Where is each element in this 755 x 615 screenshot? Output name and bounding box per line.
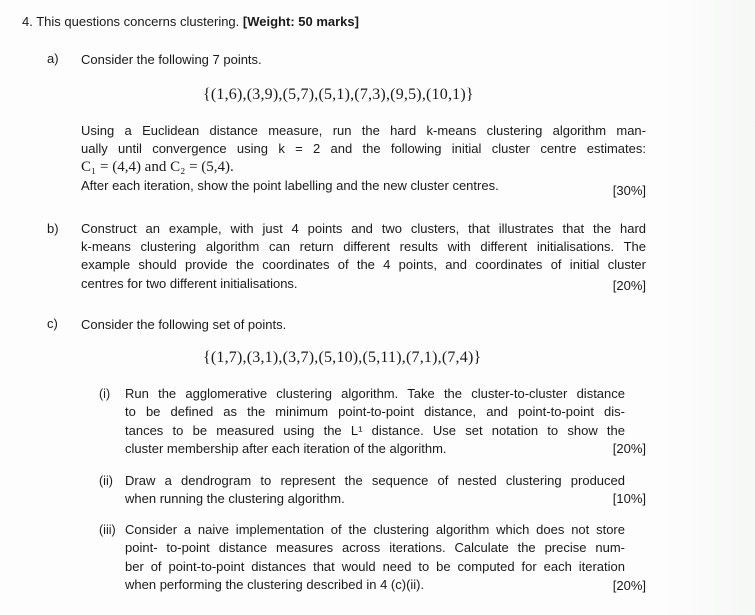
question-header: [22, 14, 359, 30]
part-b-marks: [20%]: [612, 278, 646, 293]
part-c-iii-line-1: Consider a naive implementation of the clustering algorithm which does not store: [125, 522, 625, 537]
part-a-line-2: ually until convergence using k = 2 and the following initial cluster centre estimates:: [81, 141, 646, 157]
part-a-intro: Consider the following 7 points.: [81, 52, 262, 67]
part-b-line-4: centres for two different initialisations.: [81, 275, 298, 291]
part-c-iii-label: (iii): [99, 523, 116, 537]
part-c-ii-label: (ii): [99, 474, 113, 488]
part-c-i-line-3: tances to be measured using the L¹ distance. Use set notation to show the: [125, 422, 625, 438]
part-c-i-body: [125, 385, 625, 459]
question-number: 4.: [22, 14, 33, 29]
part-a-marks: [30%]: [612, 183, 646, 198]
part-c-intro: Consider the following set of points.: [81, 317, 287, 332]
part-c-points-set: {(1,7),(3,1),(3,7),(5,10),(5,11),(7,1),(7,4)}: [203, 349, 482, 366]
part-b-body: [81, 220, 646, 293]
part-a-line-3: C₁ = (4,4) and C₂ = (5,4).: [81, 159, 234, 176]
part-c-i-line-1: Run the agglomerative clustering algorithm. Take the cluster-to-cluster distance: [125, 386, 625, 401]
part-c-ii-marks: [10%]: [612, 491, 646, 506]
part-c-iii-line-3: ber of point-to-point distances that would need to be computed for each iteration: [125, 558, 625, 574]
part-c-i-line-4: cluster membership after each iteration of the algorithm.: [125, 441, 447, 457]
part-c-i-marks: [20%]: [612, 441, 646, 456]
part-c-iii-body: [125, 521, 625, 595]
part-a-line-4: After each iteration, show the point labelling and the new cluster centres.: [81, 177, 499, 193]
part-a-line-1: Using a Euclidean distance measure, run the hard k-means clustering algorithm man-: [81, 123, 646, 138]
part-c-ii-body: [125, 472, 625, 509]
part-c-label: c): [47, 316, 58, 331]
question-weight: [Weight: 50 marks]: [242, 14, 359, 29]
part-a-points-set: {(1,6),(3,9),(5,7),(5,1),(7,3),(9,5),(10,1)}: [203, 86, 474, 103]
part-a-label: a): [47, 51, 59, 66]
part-c-ii-line-1: Draw a dendrogram to represent the sequence of nested clustering produced: [125, 473, 625, 488]
part-c-iii-marks: [20%]: [612, 578, 646, 593]
part-b-line-1: Construct an example, with just 4 points and two clusters, that illustrates that the hard: [81, 221, 646, 236]
part-b-label: b): [47, 221, 59, 236]
part-c-iii-line-4: when performing the clustering described in 4 (c)(ii).: [125, 577, 425, 593]
part-c-i-line-2: to be defined as the minimum point-to-point distance, and point-to-point dis-: [125, 404, 625, 420]
page-edge-shading: [665, 0, 755, 615]
part-b-line-3: example should provide the coordinates of the 4 points, and coordinates of initial cluster: [81, 257, 646, 273]
part-c-ii-line-2: when running the clustering algorithm.: [125, 491, 345, 507]
part-a-body: [81, 122, 646, 195]
part-b-line-2: k-means clustering algorithm can return different results with different initialisations. The: [81, 239, 646, 255]
question-intro: This questions concerns clustering.: [36, 14, 240, 29]
part-c-iii-line-2: point- to-point distance measures across iterations. Calculate the precise num-: [125, 540, 625, 556]
part-c-i-label: (i): [99, 387, 111, 401]
